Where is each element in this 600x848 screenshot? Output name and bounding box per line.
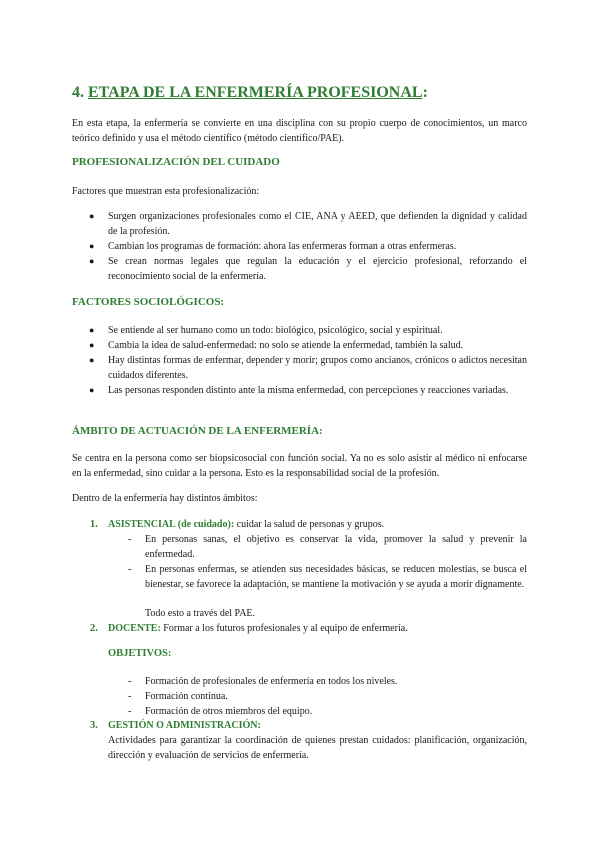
ambito-item-gestion-label	[108, 718, 527, 733]
item-label: DOCENTE:	[108, 623, 161, 634]
bullet-icon: ●	[89, 211, 95, 221]
ambito-item-docente	[108, 621, 527, 636]
item-label: ASISTENCIAL (de cuidado):	[108, 519, 235, 530]
item-text: Formar a los futuros profesionales y al equipo de enfermería.	[160, 623, 408, 634]
bullet-icon: ●	[89, 355, 95, 365]
dash-icon: -	[128, 706, 132, 717]
item-label: GESTIÓN O ADMINISTRACIÓN:	[108, 720, 261, 731]
bullet-icon: ●	[89, 241, 95, 251]
bullet-icon: ●	[89, 340, 95, 350]
ambito-item-asistencial	[108, 517, 527, 532]
item-note: Todo esto a través del PAE.	[145, 608, 256, 619]
list-item: Cambia la idea de salud-enfermedad: no solo se atiende la enfermedad, también la salud.	[108, 340, 464, 351]
item-number: 1.	[90, 519, 98, 530]
item-text: cuidar la salud de personas y grupos.	[234, 519, 385, 530]
heading-colon: :	[422, 84, 428, 101]
bullet-icon: ●	[89, 325, 95, 335]
list-item: Surgen organizaciones profesionales como el CIE, ANA y AEED, que defienden la dignidad y calidad de la profesión.	[108, 211, 527, 237]
list-item: Formación de otros miembros del equipo.	[145, 706, 313, 717]
bullet-icon: ●	[89, 385, 95, 395]
item-number: 2.	[90, 623, 98, 634]
bullet-icon: ●	[89, 256, 95, 266]
heading-number: 4.	[72, 84, 84, 101]
list-item: Formación de profesionales de enfermería en todos los niveles.	[145, 676, 398, 687]
dash-icon: -	[128, 564, 132, 575]
list-item: Las personas responden distinto ante la misma enfermedad, con percepciones y reacciones variadas.	[108, 385, 509, 396]
list-item: En personas sanas, el objetivo es conservar la vida, promover la salud y prevenir la enfermedad.	[145, 534, 527, 560]
item-text: Actividades para garantizar la coordinación de quienes prestan cuidados: planificación, organización, dirección y evaluación de servicios de enfermería.	[108, 735, 527, 761]
item-number: 3.	[90, 720, 98, 731]
dash-icon: -	[128, 534, 132, 545]
ambito-title: ÁMBITO DE ACTUACIÓN DE LA ENFERMERÍA:	[72, 425, 323, 437]
intro-paragraph: En esta etapa, la enfermería se convierte en una disciplina con su propio cuerpo de conocimientos, un marco teórico definido y usa el método científico (método científico/PAE).	[72, 118, 527, 144]
dash-icon: -	[128, 691, 132, 702]
list-item: Se entiende al ser humano como un todo: biológico, psicológico, social y espiritual.	[108, 325, 443, 336]
list-item: Hay distintas formas de enfermar, depender y morir; grupos como ancianos, crónicos o adictos necesitan cuidados diferentes.	[108, 355, 527, 381]
profesionalizacion-lead: Factores que muestran esta profesionalización:	[72, 186, 260, 197]
ambito-lead: Dentro de la enfermería hay distintos ámbitos:	[72, 493, 258, 504]
ambito-paragraph: Se centra en la persona como ser biopsicosocial con función social. Ya no es solo asistir al médico ni enfocarse en la enfermedad, sino cuidar a la persona. Esto es la responsabilidad social de la profesión.	[72, 453, 527, 479]
list-item: Cambian los programas de formación: ahora las enfermeras forman a otras enfermeras.	[108, 241, 457, 252]
list-item: En personas enfermas, se atienden sus necesidades básicas, se reducen molestias, se busca el bienestar, se favorece la adaptación, se mantiene la motivación y se ayuda a morir dignamente.	[145, 564, 527, 590]
list-item: Formación continua.	[145, 691, 228, 702]
objetivos-title: OBJETIVOS:	[108, 648, 172, 659]
dash-icon: -	[128, 676, 132, 687]
section-heading	[72, 84, 542, 102]
list-item: Se crean normas legales que regulan la educación y el ejercicio profesional, reforzando el reconocimiento social de la enfermería.	[108, 256, 527, 282]
heading-title: ETAPA DE LA ENFERMERÍA PROFESIONAL	[88, 84, 423, 101]
profesionalizacion-title: PROFESIONALIZACIÓN DEL CUIDADO	[72, 156, 280, 168]
factores-title: FACTORES SOCIOLÓGICOS:	[72, 296, 225, 308]
